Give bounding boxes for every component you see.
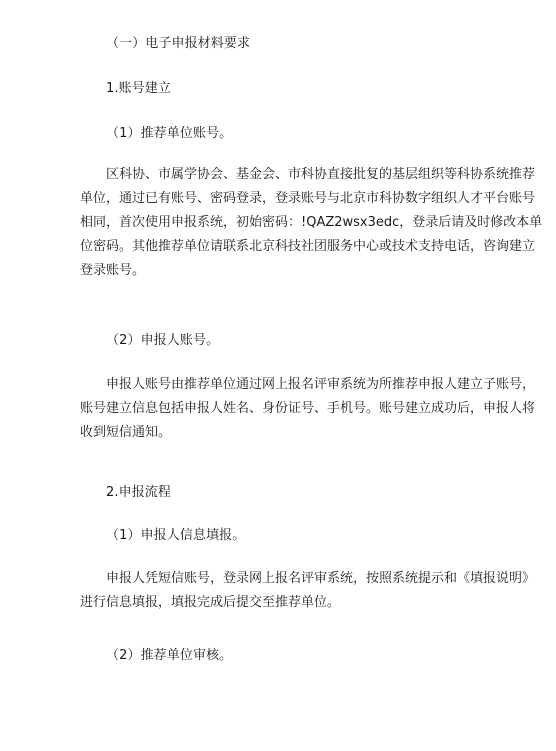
paragraph-line: 进行信息填报，填报完成后提交至推荐单位。 <box>80 595 341 610</box>
paragraph-line: 申报人凭短信账号，登录网上报名评审系统，按照系统提示和《填报说明》 <box>106 571 536 586</box>
sub-heading-unit-review: （2）推荐单位审核。 <box>106 648 233 663</box>
paragraph-line: 区科协、市属学协会、基金会、市科协直接批复的基层组织等科协系统推荐 <box>106 167 536 182</box>
paragraph-line: 登录账号。 <box>80 263 146 278</box>
heading-materials: （一）电子申报材料要求 <box>106 36 251 51</box>
paragraph-line: 收到短信通知。 <box>80 425 172 440</box>
paragraph-recommending-unit-account <box>80 163 543 283</box>
paragraph-line: 账号建立信息包括申报人姓名、身份证号、手机号。账号建立成功后，申报人将 <box>80 401 536 416</box>
sub-heading-applicant-info: （1）申报人信息填报。 <box>106 528 246 543</box>
paragraph-applicant-info <box>80 567 536 615</box>
paragraph-line: 位密码。其他推荐单位请联系北京科技社团服务中心或技术支持电话，咨询建立 <box>80 239 536 254</box>
sub-heading-recommending-unit-account: （1）推荐单位账号。 <box>106 126 233 141</box>
paragraph-line: 相同，首次使用申报系统，初始密码：!QAZ2wsx3edc，登录后请及时修改本单 <box>80 215 543 230</box>
section-2-title: 2.申报流程 <box>106 485 172 500</box>
paragraph-line: 单位，通过已有账号、密码登录，登录账号与北京市科协数字组织人才平台账号 <box>80 191 536 206</box>
sub-heading-applicant-account: （2）申报人账号。 <box>106 333 220 348</box>
paragraph-applicant-account <box>80 373 536 445</box>
section-1-title: 1.账号建立 <box>106 81 172 96</box>
paragraph-line: 申报人账号由推荐单位通过网上报名评审系统为所推荐申报人建立子账号， <box>106 377 536 392</box>
